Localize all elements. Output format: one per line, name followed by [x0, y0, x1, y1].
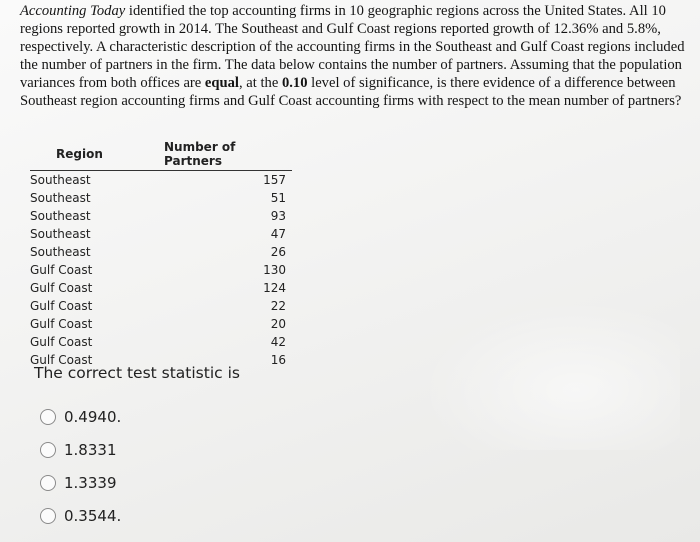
emphasis-alpha: 0.10	[281, 75, 308, 91]
partners-cell: 93	[270, 209, 286, 223]
option-1[interactable]	[40, 400, 121, 433]
region-cell: Southeast	[30, 173, 91, 187]
partners-cell: 157	[263, 173, 286, 187]
table-row	[30, 225, 292, 243]
region-cell: Southeast	[30, 245, 91, 259]
header-region: Region	[30, 140, 164, 171]
partners-cell: 42	[270, 335, 286, 349]
option-label: 1.3339	[64, 473, 117, 492]
region-cell: Gulf Coast	[30, 353, 93, 367]
header-partners: Number of Partners	[164, 140, 292, 171]
radio-button[interactable]	[40, 442, 56, 458]
partners-cell: 47	[270, 227, 286, 241]
table-header-row	[30, 140, 292, 171]
option-2[interactable]	[40, 433, 121, 466]
table-row	[30, 261, 292, 279]
table-row	[30, 171, 292, 190]
answer-options	[40, 400, 121, 532]
question-body-1: identified the top accounting firms in 10 geographic regions across the United States. All 10 regions reported growth in 2014. The Southeast and Gulf Coast regions reported growth of 12.36% and 5.8%, respectively. A characteristic description of the accounting firms in the Southeast and Gulf Coast regions included the number of partners in the firm. The data below contains the number of partners. Assuming that the population variances from both offices are	[20, 3, 685, 91]
table-row	[30, 279, 292, 297]
region-cell: Gulf Coast	[30, 263, 93, 277]
partners-cell: 22	[270, 299, 286, 313]
table-row	[30, 315, 292, 333]
partners-cell: 51	[270, 191, 286, 205]
answer-prompt: The correct test statistic is	[34, 364, 240, 382]
partners-cell: 124	[263, 281, 286, 295]
option-label: 0.3544.	[64, 506, 122, 525]
region-cell: Gulf Coast	[30, 335, 93, 349]
source-name: Accounting Today	[20, 3, 126, 19]
option-4[interactable]	[40, 499, 121, 532]
region-cell: Gulf Coast	[30, 299, 93, 313]
table-row	[30, 297, 292, 315]
question-body-2: , at the	[238, 75, 282, 91]
region-cell: Southeast	[30, 191, 91, 205]
table-row	[30, 189, 292, 207]
partners-cell: 16	[270, 353, 286, 367]
question-text	[20, 2, 695, 110]
option-label: 0.4940.	[64, 407, 122, 426]
option-3[interactable]	[40, 466, 121, 499]
region-cell: Southeast	[30, 227, 91, 241]
photo-glare	[420, 300, 680, 450]
option-label: 1.8331	[64, 440, 117, 459]
table-row	[30, 333, 292, 351]
radio-button[interactable]	[40, 475, 56, 491]
partners-cell: 26	[270, 245, 286, 259]
question-body-3: level of significance, is there evidence of a difference between Southeast region accounting firms and Gulf Coast accounting firms with respect to the mean number of partners?	[20, 75, 682, 109]
region-cell: Gulf Coast	[30, 281, 93, 295]
region-cell: Gulf Coast	[30, 317, 93, 331]
table-row	[30, 243, 292, 261]
radio-button[interactable]	[40, 508, 56, 524]
emphasis-equal: equal	[204, 75, 239, 91]
table-row	[30, 207, 292, 225]
partners-table	[30, 140, 292, 369]
region-cell: Southeast	[30, 209, 91, 223]
partners-cell: 130	[263, 263, 286, 277]
radio-button[interactable]	[40, 409, 56, 425]
partners-cell: 20	[270, 317, 286, 331]
